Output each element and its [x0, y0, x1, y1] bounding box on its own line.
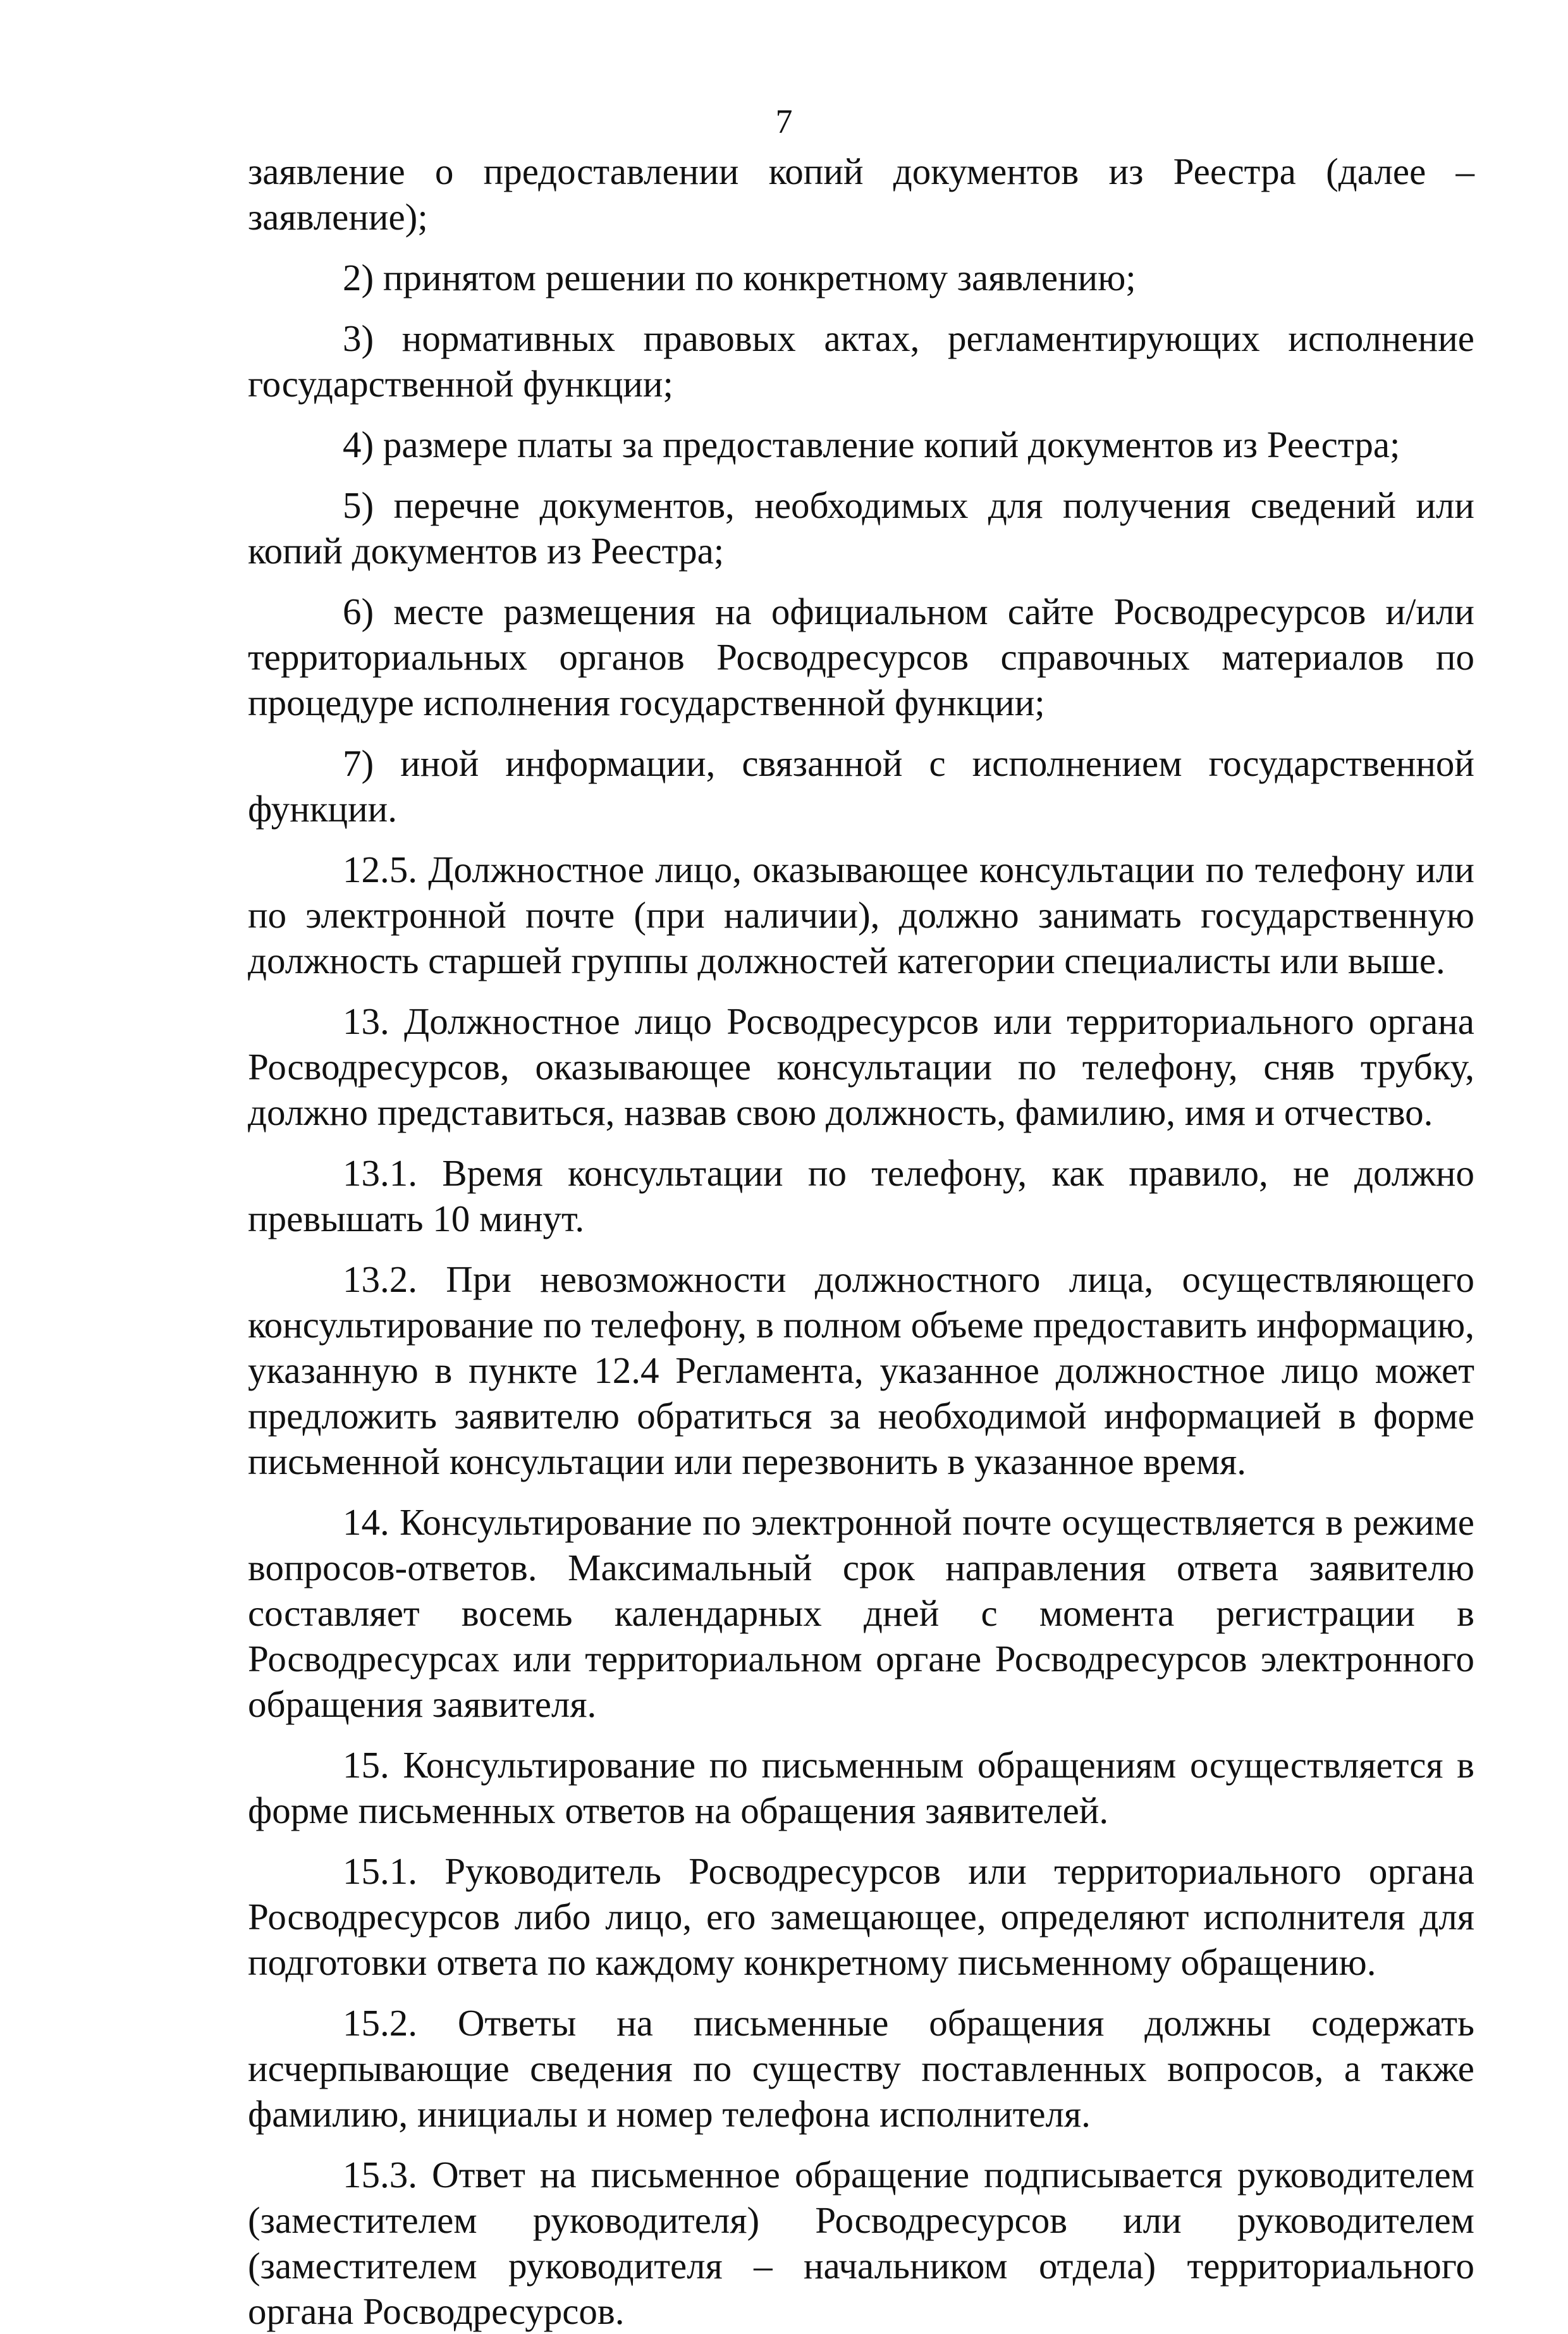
clause-14: 14. Консультирование по электронной почте осуществляется в режиме вопросов-ответов. Максимальный срок направления ответа заявителю составляет восемь календарных дней с момента регистрации в Росводресурсах или территориальном органе Росводресурсов электронного обращения заявителя.: [248, 1501, 1474, 1725]
list-item-4: 4) размере платы за предоставление копий документов из Реестра;: [343, 424, 1400, 465]
clause-13-1: 13.1. Время консультации по телефону, как правило, не должно превышать 10 минут.: [248, 1152, 1474, 1239]
clause-15-2: 15.2. Ответы на письменные обращения должны содержать исчерпывающие сведения по существу поставленных вопросов, а также фамилию, инициалы и номер телефона исполнителя.: [248, 2002, 1474, 2135]
page-number: 7: [775, 102, 793, 140]
clause-12-5: 12.5. Должностное лицо, оказывающее консультации по телефону или по электронной почте (при наличии), должно занимать государственную должность старшей группы должностей категории специалисты или выше.: [248, 849, 1474, 981]
list-item-6: 6) месте размещения на официальном сайте Росводресурсов и/или территориальных органов Росводресурсов справочных материалов по процедуре исполнения государственной функции;: [248, 591, 1474, 723]
paragraph-intro: заявление о предоставлении копий документов из Реестра (далее – заявление);: [248, 150, 1474, 238]
clause-15-1: 15.1. Руководитель Росводресурсов или территориального органа Росводресурсов либо лицо, его замещающее, определяют исполнителя для подготовки ответа по каждому конкретному письменному обращению.: [248, 1850, 1474, 1983]
list-item-7: 7) иной информации, связанной с исполнением государственной функции.: [248, 742, 1474, 830]
clause-15-3: 15.3. Ответ на письменное обращение подписывается руководителем (заместителем руководителя) Росводресурсов или руководителем (заместителем руководителя – начальником отдела) территориального органа Росводресурсов.: [248, 2154, 1474, 2332]
clause-15: 15. Консультирование по письменным обращениям осуществляется в форме письменных ответов на обращения заявителей.: [248, 1744, 1474, 1831]
list-item-2: 2) принятом решении по конкретному заявлению;: [343, 257, 1136, 298]
document-body: [248, 149, 1474, 2334]
list-item-5: 5) перечне документов, необходимых для получения сведений или копий документов из Реестра;: [248, 484, 1474, 572]
clause-13-2: 13.2. При невозможности должностного лица, осуществляющего консультирование по телефону, в полном объеме предоставить информацию, указанную в пункте 12.4 Регламента, указанное должностное лицо может предложить заявителю обратиться за необходимой информацией в форме письменной консультации или перезвонить в указанное время.: [248, 1258, 1474, 1482]
list-item-3: 3) нормативных правовых актах, регламентирующих исполнение государственной функции;: [248, 317, 1474, 405]
clause-13: 13. Должностное лицо Росводресурсов или территориального органа Росводресурсов, оказывающее консультации по телефону, сняв трубку, должно представиться, назвав свою должность, фамилию, имя и отчество.: [248, 1000, 1474, 1133]
